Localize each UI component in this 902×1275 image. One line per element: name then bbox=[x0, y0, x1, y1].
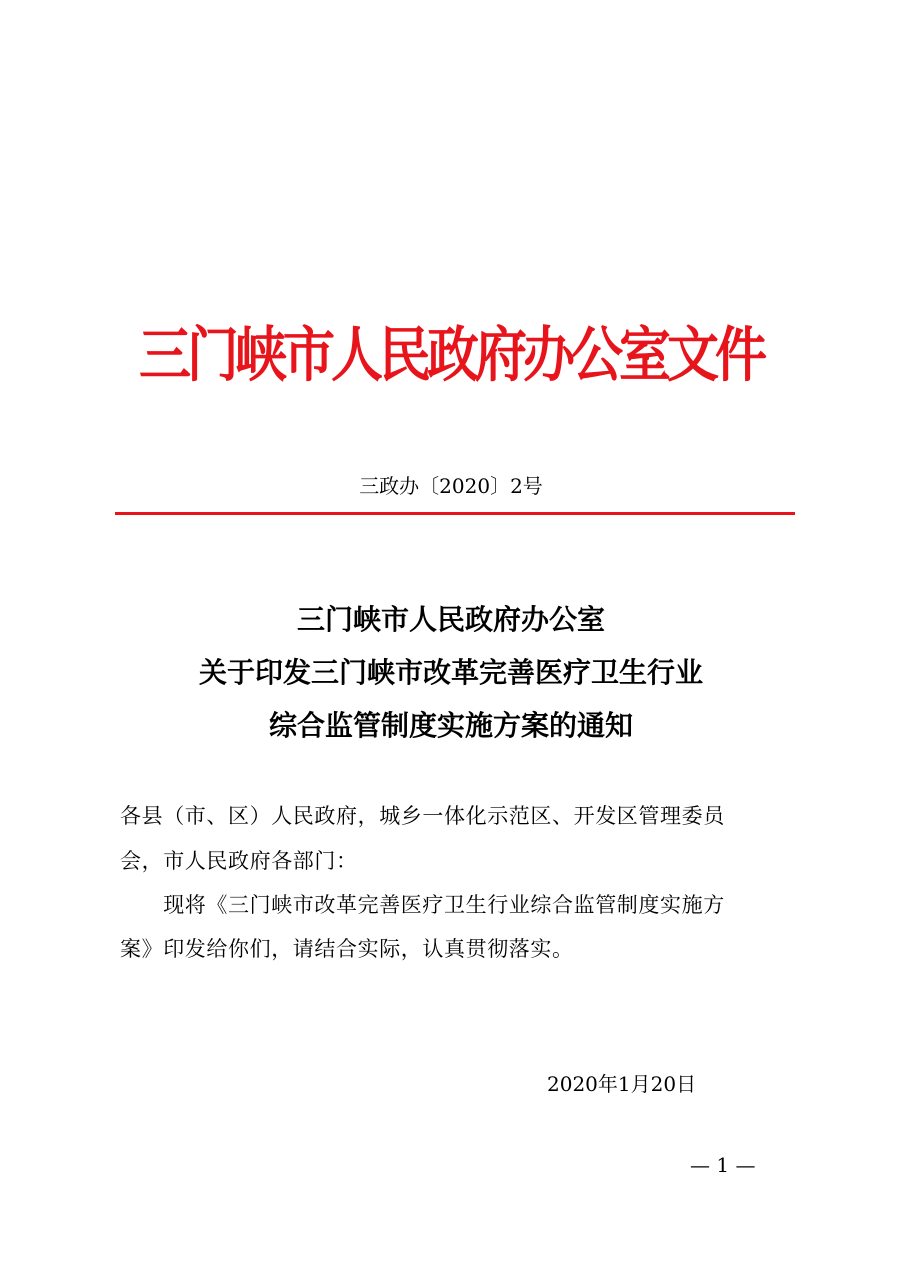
issue-date: 2020年1月20日 bbox=[547, 1072, 697, 1096]
page-number: — 1 — bbox=[690, 1153, 756, 1177]
document-title-line-1: 三门峡市人民政府办公室 bbox=[296, 603, 605, 636]
body-line: 各县（市、区）人民政府，城乡一体化示范区、开发区管理委员 bbox=[120, 804, 725, 828]
body-line: 现将《三门峡市改革完善医疗卫生行业综合监管制度实施方 bbox=[120, 893, 725, 917]
document-title-line-2: 关于印发三门峡市改革完善医疗卫生行业 bbox=[198, 656, 703, 689]
document-number: 三政办〔2020〕2号 bbox=[359, 474, 543, 498]
body-line: 案》印发给你们，请结合实际，认真贯彻落实。 bbox=[120, 937, 574, 961]
red-divider bbox=[115, 512, 795, 515]
issuer-title: 三门峡市人民政府办公室文件 bbox=[138, 320, 763, 391]
body-line: 会，市人民政府各部门： bbox=[120, 849, 358, 873]
document-title-line-3: 综合监管制度实施方案的通知 bbox=[268, 709, 633, 742]
